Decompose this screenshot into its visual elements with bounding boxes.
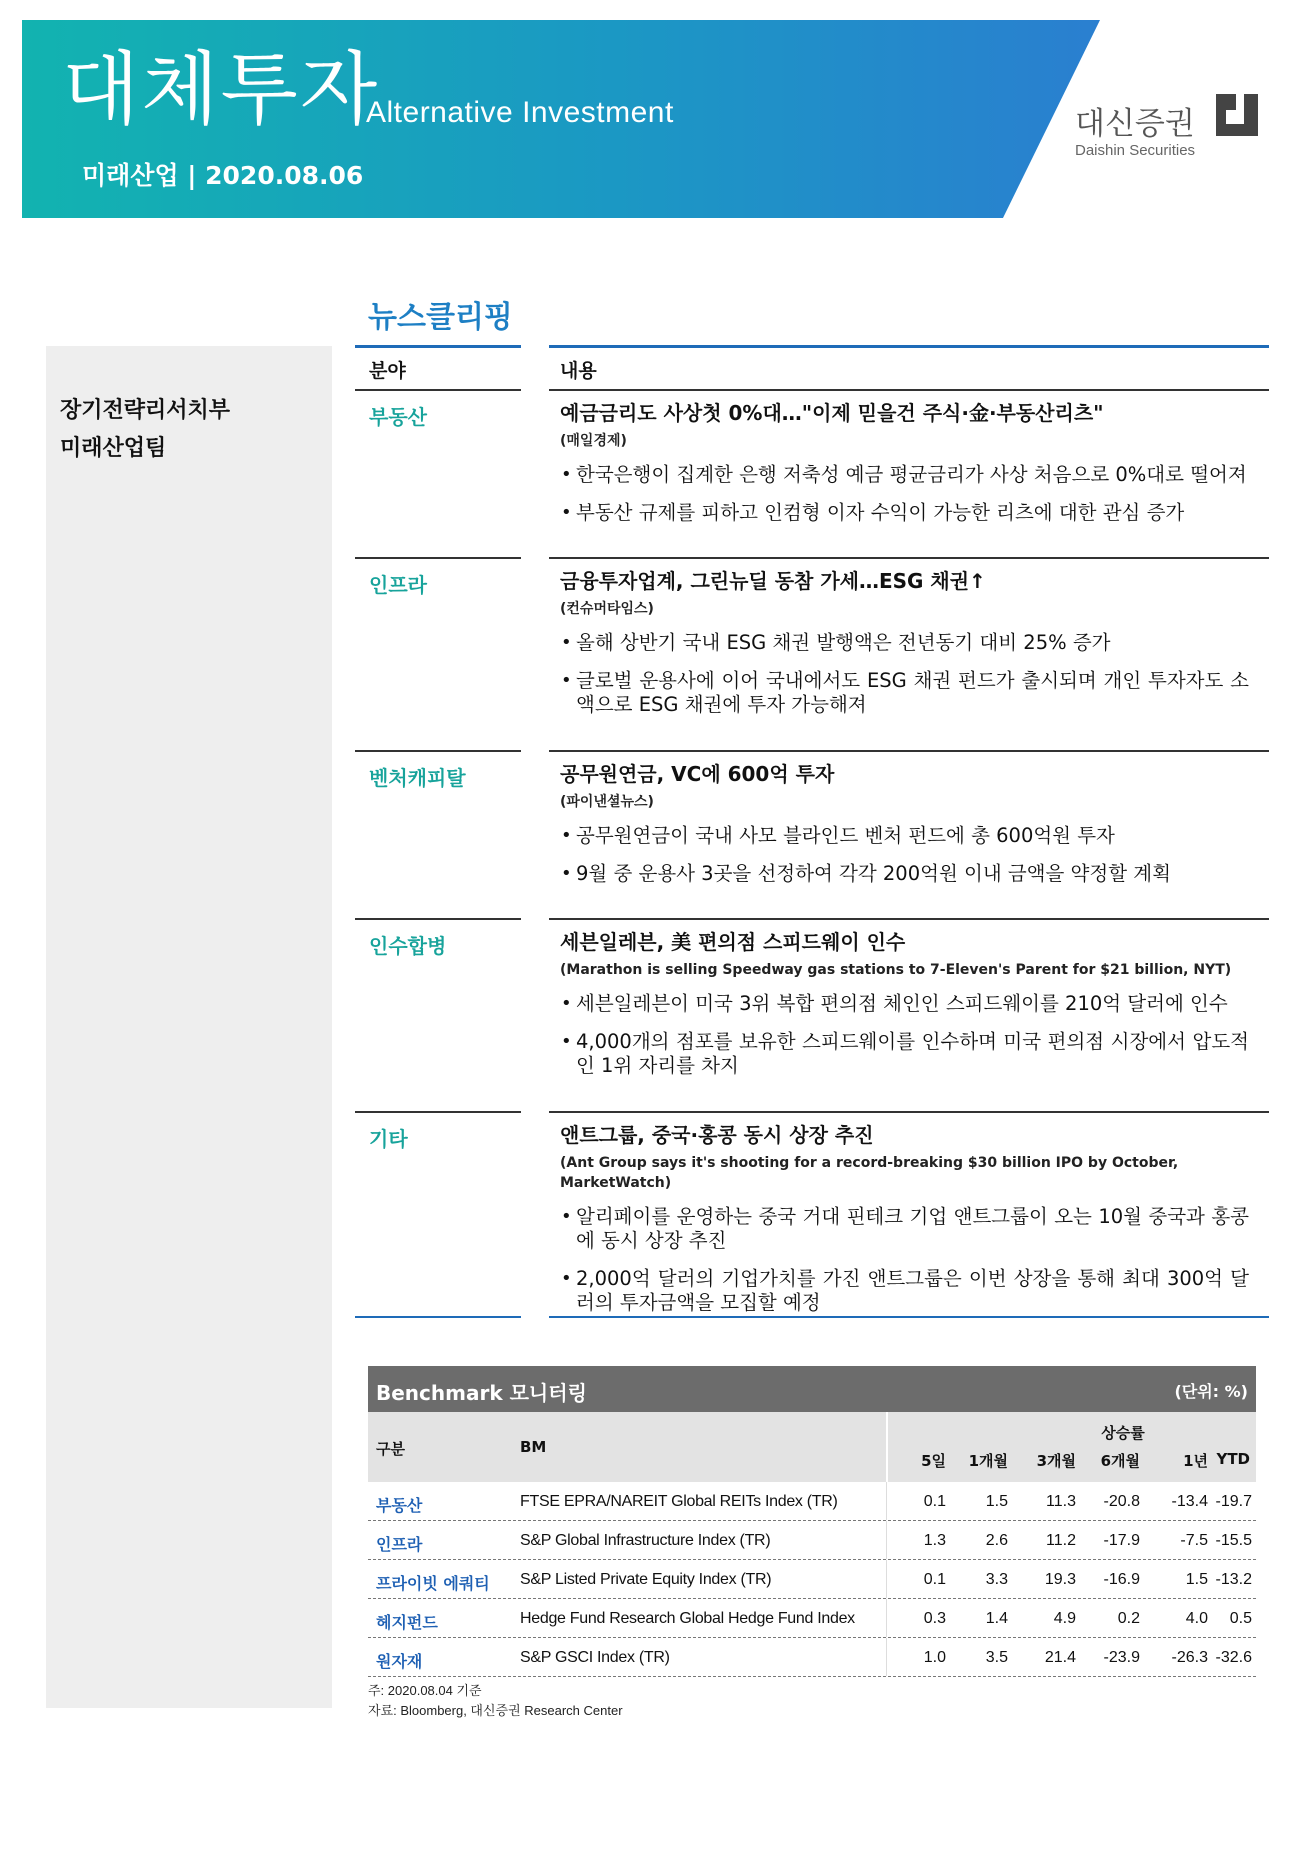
news-bullet: • 올해 상반기 국내 ESG 채권 발행액은 전년동기 대비 25% 증가 xyxy=(560,631,1249,655)
value-6m: -20.8 xyxy=(1103,1493,1140,1510)
value-ytd: -13.2 xyxy=(1215,1571,1252,1588)
benchmark-asset: 부동산 xyxy=(376,1496,423,1515)
news-bullet: • 9월 중 운용사 3곳을 선정하여 각각 200억원 이내 금액을 약정할 계획 xyxy=(560,862,1249,886)
benchmark-index: S&P GSCI Index (TR) xyxy=(520,1649,670,1666)
value-5d: 0.1 xyxy=(923,1493,946,1510)
value-1m: 1.5 xyxy=(985,1493,1008,1510)
news-headline: 공무원연금, VC에 600억 투자 xyxy=(560,762,835,786)
value-3m: 21.4 xyxy=(1044,1649,1076,1666)
news-category: 인수합병 xyxy=(369,934,447,958)
benchmark-title-bar xyxy=(368,1366,1256,1412)
news-bullet: • 알리페이를 운영하는 중국 거대 핀테크 기업 앤트그룹이 오는 10월 중국과 홍콩에 동시 상장 추진 xyxy=(560,1205,1249,1253)
period-1y: 1년 xyxy=(1183,1452,1208,1470)
news-table-header xyxy=(355,345,1269,389)
value-6m: -17.9 xyxy=(1103,1532,1140,1549)
news-table xyxy=(355,345,1269,1318)
value-ytd: -15.5 xyxy=(1215,1532,1252,1549)
value-6m: -23.9 xyxy=(1103,1649,1140,1666)
sidebar xyxy=(46,346,332,1708)
news-source: (파이낸셜뉴스) xyxy=(560,794,654,810)
benchmark-row xyxy=(368,1482,1256,1521)
benchmark-row xyxy=(368,1599,1256,1638)
sidebar-dept: 장기전략리서치부 xyxy=(60,398,231,423)
benchmark-asset: 헤지펀드 xyxy=(376,1613,438,1632)
period-5d: 5일 xyxy=(921,1452,946,1470)
logo-mark-icon xyxy=(1212,90,1262,140)
report-date: 미래산업 | 2020.08.06 xyxy=(82,161,364,190)
period-3m: 3개월 xyxy=(1036,1452,1076,1470)
news-category: 벤처캐피탈 xyxy=(369,766,466,790)
benchmark-notes xyxy=(368,1681,1256,1721)
news-source: (Ant Group says it's shooting for a record-breaking $30 billion IPO by October, MarketWatch) xyxy=(560,1155,1179,1191)
value-3m: 11.3 xyxy=(1046,1493,1076,1510)
value-ytd: -32.6 xyxy=(1215,1649,1252,1666)
logo-korean: 대신증권 xyxy=(1075,106,1195,142)
benchmark-header xyxy=(368,1412,1256,1482)
news-source: (Marathon is selling Speedway gas stations to 7-Eleven's Parent for $21 billion, NYT) xyxy=(560,962,1232,978)
value-3m: 19.3 xyxy=(1044,1571,1076,1588)
value-1m: 3.3 xyxy=(985,1571,1008,1588)
benchmark-row xyxy=(368,1638,1256,1677)
news-bullet: • 한국은행이 집계한 은행 저축성 예금 평균금리가 사상 처음으로 0%대로 떨어져 xyxy=(560,463,1249,487)
news-headline: 세븐일레븐, 美 편의점 스피드웨이 인수 xyxy=(560,930,906,954)
value-1y: -26.3 xyxy=(1171,1649,1208,1666)
news-source: (컨슈머타임스) xyxy=(560,601,654,617)
value-6m: -16.9 xyxy=(1103,1571,1140,1588)
value-1m: 3.5 xyxy=(985,1649,1008,1666)
period-ytd: YTD xyxy=(1216,1450,1250,1468)
news-headline: 앤트그룹, 중국·홍콩 동시 상장 추진 xyxy=(560,1123,874,1147)
value-3m: 11.2 xyxy=(1046,1532,1076,1549)
report-subtitle: Alternative Investment xyxy=(366,96,674,129)
benchmark-table xyxy=(368,1366,1256,1721)
news-bullet: • 글로벌 운용사에 이어 국내에서도 ESG 채권 펀드가 출시되며 개인 투자자도 소액으로 ESG 채권에 투자 가능해져 xyxy=(560,669,1249,717)
news-col-category: 분야 xyxy=(369,360,406,382)
benchmark-unit: (단위: %) xyxy=(1174,1382,1248,1401)
value-5d: 0.1 xyxy=(923,1571,946,1588)
daishin-logo xyxy=(1075,88,1275,168)
benchmark-asset: 원자재 xyxy=(376,1652,423,1671)
value-6m: 0.2 xyxy=(1117,1610,1140,1627)
news-section-title: 뉴스클리핑 xyxy=(368,300,513,335)
value-1y: 4.0 xyxy=(1185,1610,1208,1627)
news-bullet: • 세븐일레븐이 미국 3위 복합 편의점 체인인 스피드웨이를 210억 달러에 인수 xyxy=(560,992,1249,1016)
value-ytd: 0.5 xyxy=(1229,1610,1252,1627)
news-row xyxy=(355,389,1269,557)
benchmark-index: S&P Listed Private Equity Index (TR) xyxy=(520,1571,772,1588)
value-5d: 0.3 xyxy=(923,1610,946,1627)
value-5d: 1.0 xyxy=(923,1649,946,1666)
news-row xyxy=(355,750,1269,918)
benchmark-col-bm: BM xyxy=(520,1438,547,1456)
news-row xyxy=(355,557,1269,750)
news-category: 부동산 xyxy=(369,405,427,429)
news-bullet: • 공무원연금이 국내 사모 블라인드 벤처 펀드에 총 600억원 투자 xyxy=(560,824,1249,848)
value-ytd: -19.7 xyxy=(1215,1493,1252,1510)
news-headline: 금융투자업계, 그린뉴딜 동참 가세…ESG 채권↑ xyxy=(560,569,986,593)
benchmark-index: Hedge Fund Research Global Hedge Fund Index xyxy=(520,1610,855,1627)
value-1m: 2.6 xyxy=(985,1532,1008,1549)
news-bullet: • 2,000억 달러의 기업가치를 가진 앤트그룹은 이번 상장을 통해 최대 300억 달러의 투자금액을 모집할 예정 xyxy=(560,1267,1249,1315)
benchmark-title: Benchmark 모니터링 xyxy=(376,1381,587,1405)
value-5d: 1.3 xyxy=(923,1532,946,1549)
benchmark-source: 자료: Bloomberg, 대신증권 Research Center xyxy=(368,1703,623,1718)
value-1y: -13.4 xyxy=(1171,1493,1208,1510)
period-6m: 6개월 xyxy=(1100,1452,1140,1470)
period-1m: 1개월 xyxy=(968,1452,1008,1470)
benchmark-note: 주: 2020.08.04 기준 xyxy=(368,1683,482,1698)
news-row xyxy=(355,918,1269,1111)
value-3m: 4.9 xyxy=(1053,1610,1076,1627)
benchmark-asset: 프라이빗 에쿼티 xyxy=(376,1574,490,1593)
benchmark-index: S&P Global Infrastructure Index (TR) xyxy=(520,1532,771,1549)
news-category: 인프라 xyxy=(369,573,427,597)
sidebar-team: 미래산업팀 xyxy=(60,436,167,461)
value-1y: -7.5 xyxy=(1180,1532,1208,1549)
benchmark-row xyxy=(368,1560,1256,1599)
news-table-end xyxy=(355,1316,1269,1318)
news-col-content: 내용 xyxy=(560,360,597,382)
benchmark-row xyxy=(368,1521,1256,1560)
news-bullet: • 4,000개의 점포를 보유한 스피드웨이를 인수하며 미국 편의점 시장에서 압도적인 1위 자리를 차지 xyxy=(560,1030,1249,1078)
benchmark-col-gubun: 구분 xyxy=(376,1440,405,1458)
report-title: 대체투자 xyxy=(62,43,380,136)
news-row xyxy=(355,1111,1269,1316)
logo-english: Daishin Securities xyxy=(1075,142,1196,159)
news-bullet: • 부동산 규제를 피하고 인컴형 이자 수익이 가능한 리츠에 대한 관심 증가 xyxy=(560,501,1249,525)
value-1m: 1.4 xyxy=(985,1610,1008,1627)
news-category: 기타 xyxy=(369,1127,408,1151)
value-1y: 1.5 xyxy=(1185,1571,1208,1588)
benchmark-col-rate: 상승률 xyxy=(1101,1424,1145,1442)
benchmark-index: FTSE EPRA/NAREIT Global REITs Index (TR) xyxy=(520,1493,838,1510)
news-source: (매일경제) xyxy=(560,433,627,449)
benchmark-asset: 인프라 xyxy=(376,1535,423,1554)
news-headline: 예금금리도 사상첫 0%대…"이제 믿을건 주식·金·부동산리츠" xyxy=(560,401,1104,425)
